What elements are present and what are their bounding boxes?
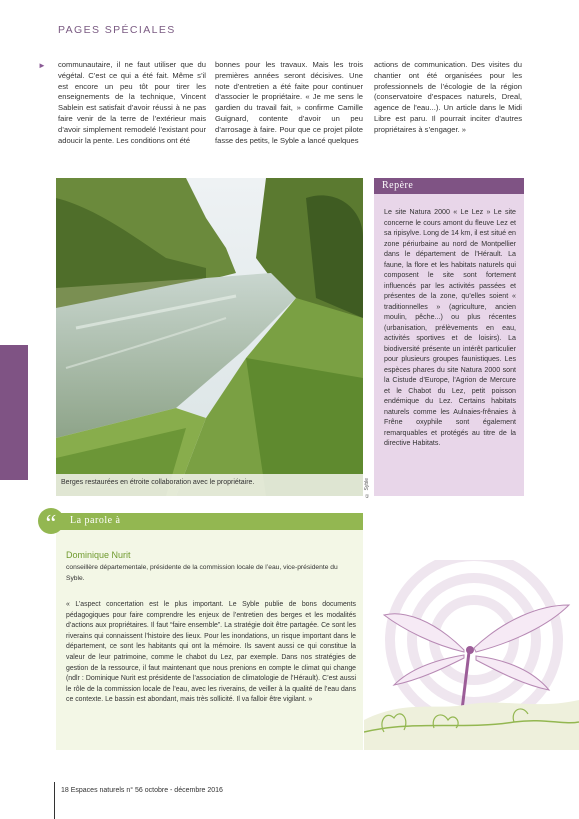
interview-title: La parole à [70,515,121,526]
edge-tab [0,345,28,480]
article-column-3: actions de communication. Des visites du chantier ont été organisées pour les professionnels de l’écologie de la région (conservatoire d’espaces naturels, Dreal, agence de l’eau...). Un article dans le Midi Libre est paru. Il pourrait inciter d’autres propriétaires à s’engager. » [374,60,522,134]
repere-body: Le site Natura 2000 « Le Lez » Le site concerne le cours amont du fleuve Lez et sa ripisylve. Long de 14 km, il est situé en zone périurbaine au nord de Montpellier dans le département de l’Hérault. La faune, la flore et les habitats naturels qui composent le site sont fortement influencés par les activités passées et présentes de la zone, qu’elles soient « traditionnelles » (agriculture, ancien moulin, pêche...) ou plus récentes (urbanisation, prélèvements en eau, activités sportives et de loisirs). La biodiversité présente un intérêt particulier pour plusieurs groupes faunistiques. Les espèces phares du site Natura 2000 sont la Cistude d’Europe, l’Agrion de Mercure et le Chabot du Lez, petit poisson endémique du Lez. Certains habitats naturels comme les Aulnaies-frênaies à Frêne oxyphile sont également remarquables et protégés au titre de la directive Habitats. [384,208,516,447]
article-column-1: communautaire, il ne faut utiliser que du végétal. C’est ce qui a été fait. Même s’il est encore un peu tôt pour tirer les enseignements de la technique, Vincent Sablein est satisfait d’avoir réussi à ne pas faire venir de la terre de l’extérieur mais d’avoir simplement remodelé l’existant pour adoucir la pente. Les conditions ont été [58,60,206,145]
interviewee-name: Dominique Nurit [66,550,131,560]
footer-rule [54,782,55,819]
continuation-arrow-icon: ► [38,61,46,70]
article-column-2: bonnes pour les travaux. Mais les trois premières années seront décisives. Une note d’entretien a été faite pour continuer d’associer le propriétaire. « Je me sens le gardien du travail fait, » confirme Camille Guignard, contente d’avoir un peu d’arrosage à faire. Pour que ce projet pilote fasse des petits, le Syble a lancé quelques [215,60,363,145]
page-footer: 18 Espaces naturels n° 56 octobre - décembre 2016 [61,787,223,794]
interview-quote: « L’aspect concertation est le plus important. Le Syble publie de bons documents pédagogiques pour faire comprendre les enjeux de l’entretien des berges et les modalités d’actions aux propriétaires. Il faut “faire ensemble”. La stratégie doit être partagée. Ce sont les riverains qui connaissent l’histoire des lieux. Pour les inondations, un risque important dans le département, ce sont les habitants qui ont la mémoire. Ils savent aussi ce qui constitue la valeur de leur patrimoine, comme le chabot du Lez, par exemple. Dans nos stratégies de gestion de la ressource, il faut maintenant que nous prenions en compte le climat qui change (ndlr : Dominique Nurit est présidente de l’association de climatologie de l’Hérault). C’est aussi le rôle de la commission locale de l’eau, avec les riverains, de veiller à la qualité de l’eau dans ce contexte. Le bassin est abondant, mais très sollicité. Il va falloir être vigilant. » [66,601,356,704]
interviewee-role: conseillère départementale, présidente de la commission locale de l’eau, vice-présidente du Syble. [66,564,338,582]
quote-mark-icon: “ [38,508,64,534]
section-header: PAGES SPÉCIALES [58,24,176,36]
river-photo [56,178,363,496]
dragonfly-landscape-illustration [364,560,579,755]
photo-credit: © Syble [364,478,370,498]
photo-caption: Berges restaurées en étroite collaboration avec le propriétaire. [61,479,255,486]
repere-title: Repère [382,180,414,191]
